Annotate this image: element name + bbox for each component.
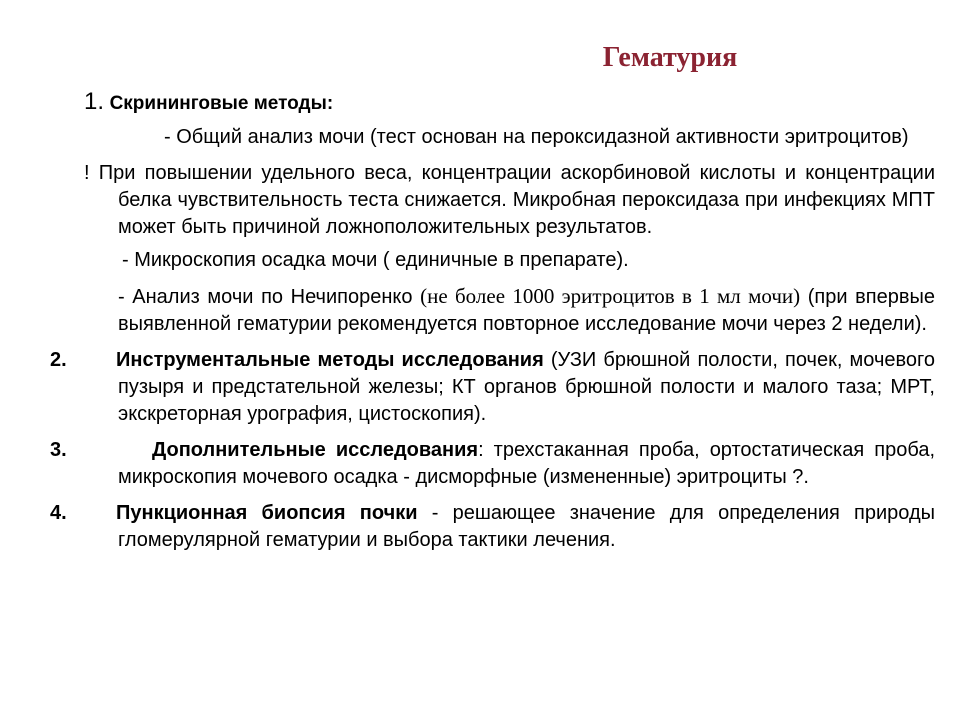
section-2-text: (УЗИ брюшной полости, почек, мочевого пузыря и предстательной железы; КТ органов брюшной полости и малого таза; МРТ, экскреторная урография, цистоскопия). bbox=[118, 349, 935, 425]
sensitivity-note: ! При повышении удельного веса, концентрации аскорбиновой кислоты и концентрации белка чувствительность теста снижается. Микробная пероксидаза при инфекциях МПТ может быть причиной ложноположительных результатов. bbox=[84, 162, 935, 238]
section-4-number: 4. bbox=[50, 502, 67, 524]
section-2 bbox=[50, 347, 935, 428]
bullet-sediment-microscopy: - Микроскопия осадка мочи ( единичные в препарате). bbox=[122, 249, 629, 271]
section-1-heading bbox=[84, 88, 935, 118]
section-4-title: Пункционная биопсия почки bbox=[116, 502, 418, 524]
bullet-nechiporenko bbox=[118, 283, 935, 338]
section-2-title: Инструментальные методы исследования bbox=[116, 349, 544, 371]
section-3-title: Дополнительные исследования bbox=[152, 439, 479, 461]
nechiporenko-text-b: (при впервые выявленной гематурии рекомендуется повторное исследование мочи через 2 недели). bbox=[118, 286, 935, 335]
nechiporenko-text-a: - Анализ мочи по Нечипоренко bbox=[118, 286, 421, 308]
section-1-title: Скрининговые методы: bbox=[109, 93, 334, 114]
slide-content bbox=[50, 88, 936, 554]
bullet-general-urinalysis: - Общий анализ мочи (тест основан на пероксидазной активности эритроцитов) bbox=[164, 126, 909, 148]
section-4 bbox=[50, 500, 936, 554]
section-3 bbox=[50, 437, 935, 491]
nechiporenko-norm: (не более 1000 эритроцитов в 1 мл мочи) bbox=[420, 284, 801, 308]
section-3-text: : трехстаканная проба, ортостатическая проба, микроскопия мочевого осадка - дисморфные (измененные) эритроциты ?. bbox=[118, 439, 935, 488]
section-1-number: 1. bbox=[84, 88, 105, 115]
section-4-text: - решающее значение для определения природы гломерулярной гематурии и выбора тактики лечения. bbox=[118, 502, 936, 551]
section-2-number: 2. bbox=[50, 349, 67, 371]
slide-title: Гематурия bbox=[602, 42, 738, 73]
section-3-number: 3. bbox=[50, 439, 67, 461]
